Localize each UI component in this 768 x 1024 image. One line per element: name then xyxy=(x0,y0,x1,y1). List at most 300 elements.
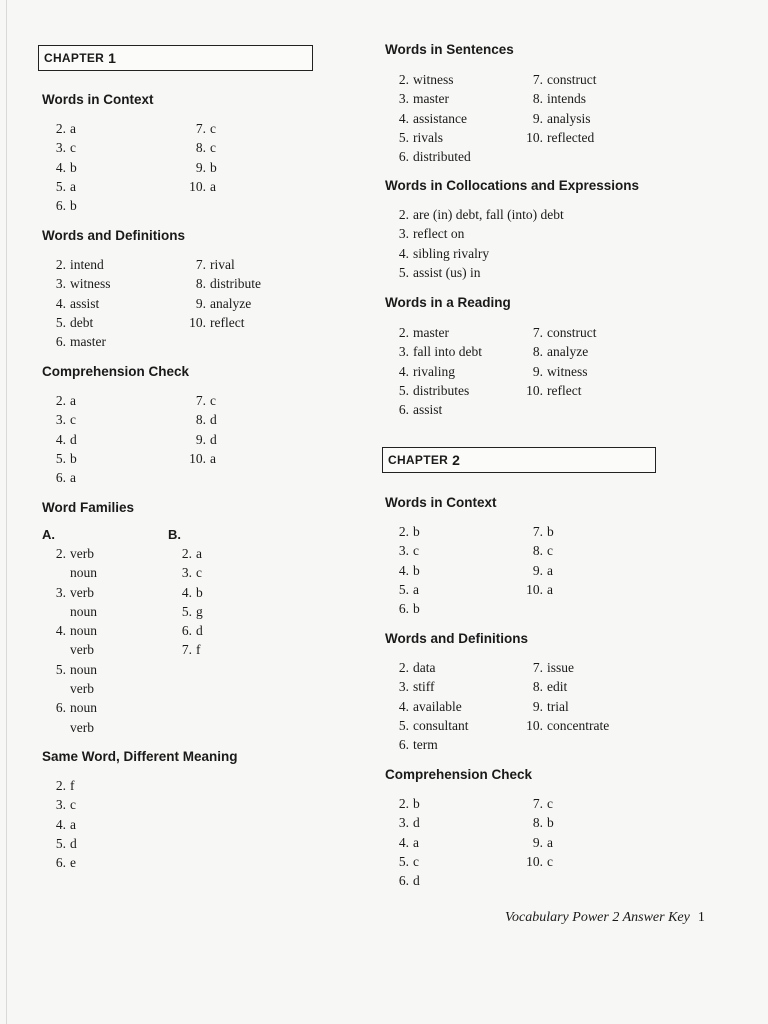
answer-item xyxy=(519,128,597,147)
item-answer: reflect xyxy=(547,382,582,398)
item-answer: a xyxy=(70,178,76,194)
item-number: 3. xyxy=(181,565,192,581)
answer-list xyxy=(42,119,77,215)
item-number: 10. xyxy=(526,129,543,145)
item-answer: distribute xyxy=(210,276,261,292)
item-number: 10. xyxy=(189,178,206,194)
answer-item xyxy=(519,794,554,813)
item-answer: noun xyxy=(70,623,97,639)
page-footer xyxy=(505,910,705,926)
item-number: 3. xyxy=(398,543,409,559)
answer-item xyxy=(385,599,420,618)
answer-item xyxy=(42,834,77,853)
item-answer: b xyxy=(196,584,203,600)
item-number: 2. xyxy=(398,660,409,675)
item-answer: assist xyxy=(413,402,443,418)
item-number: 3. xyxy=(55,797,66,813)
answer-item xyxy=(385,381,482,400)
item-number: 6. xyxy=(398,601,409,617)
item-answer: analysis xyxy=(547,110,591,126)
answer-item xyxy=(168,544,203,563)
item-answer: analyze xyxy=(547,344,589,360)
item-number: 2. xyxy=(55,393,66,408)
item-answer: a xyxy=(70,816,76,832)
item-number: 4. xyxy=(398,698,409,714)
item-number: 9. xyxy=(195,295,206,311)
item-number: 10. xyxy=(526,853,543,869)
section-heading: Word Families xyxy=(42,500,135,515)
item-answer: c xyxy=(413,543,419,559)
answer-item xyxy=(42,544,97,563)
answer-item xyxy=(385,716,469,735)
item-answer: data xyxy=(413,660,436,675)
item-answer: c xyxy=(547,543,553,559)
answer-item xyxy=(42,602,97,621)
answer-item xyxy=(385,400,482,419)
section-heading: Words in a Reading xyxy=(385,295,511,310)
item-answer: c xyxy=(70,140,76,156)
answer-item xyxy=(385,70,471,89)
answer-item xyxy=(385,89,471,108)
item-number: 4. xyxy=(55,816,66,832)
answer-item xyxy=(385,580,420,599)
answer-item xyxy=(42,583,97,602)
item-number: 7. xyxy=(532,72,543,87)
item-number: 5. xyxy=(398,129,409,145)
item-answer: d xyxy=(210,412,217,428)
answer-item xyxy=(168,583,203,602)
answer-item xyxy=(385,871,420,890)
answer-item xyxy=(385,813,420,832)
answer-list xyxy=(385,205,564,282)
chapter-label: CHAPTER xyxy=(44,51,105,65)
item-number: 6. xyxy=(55,470,66,486)
item-answer: rivaling xyxy=(413,363,455,379)
answer-item xyxy=(385,852,420,871)
answer-list xyxy=(182,255,261,332)
item-number: 6. xyxy=(398,873,409,889)
item-answer: stiff xyxy=(413,679,435,695)
item-number: 10. xyxy=(526,581,543,597)
answer-item xyxy=(519,70,597,89)
item-number: 4. xyxy=(55,159,66,175)
item-number: 8. xyxy=(532,679,543,695)
item-answer: c xyxy=(547,796,553,811)
answer-item xyxy=(182,177,217,196)
answer-item xyxy=(519,362,597,381)
item-number: 7. xyxy=(195,393,206,408)
item-number: 6. xyxy=(55,198,66,214)
item-number: 4. xyxy=(398,834,409,850)
answer-item xyxy=(182,294,261,313)
answer-item xyxy=(385,697,469,716)
item-answer: construct xyxy=(547,325,597,340)
item-number: 10. xyxy=(189,314,206,330)
answer-list xyxy=(42,255,111,351)
item-number: 5. xyxy=(398,853,409,869)
item-answer: master xyxy=(413,325,449,340)
answer-item xyxy=(42,815,77,834)
item-number: 5. xyxy=(181,603,192,619)
item-number: 2. xyxy=(398,524,409,539)
item-answer: term xyxy=(413,737,438,753)
answer-list xyxy=(385,323,482,419)
answer-item xyxy=(519,677,609,696)
answer-list xyxy=(519,658,609,735)
item-number: 3. xyxy=(55,412,66,428)
item-number: 8. xyxy=(195,412,206,428)
item-number: 6. xyxy=(398,737,409,753)
answer-item xyxy=(182,391,217,410)
page-number: 1 xyxy=(697,910,705,925)
section-heading: Words and Definitions xyxy=(42,228,186,243)
item-answer: e xyxy=(70,855,76,871)
item-answer: verb xyxy=(70,719,94,735)
item-number: 5. xyxy=(398,264,409,280)
item-number: 3. xyxy=(55,140,66,156)
item-number: 9. xyxy=(532,834,543,850)
answer-item xyxy=(385,205,564,224)
section-heading: Words in Context xyxy=(42,92,154,107)
item-answer: b xyxy=(413,562,420,578)
item-number: 9. xyxy=(532,698,543,714)
section-heading: Comprehension Check xyxy=(42,364,190,379)
answer-item xyxy=(385,833,420,852)
item-answer: a xyxy=(413,834,419,850)
chapter-number: 1 xyxy=(108,50,116,66)
item-number: 8. xyxy=(532,344,543,360)
item-number: 8. xyxy=(532,543,543,559)
answer-item xyxy=(42,294,111,313)
item-answer: b xyxy=(413,601,420,617)
item-answer: a xyxy=(70,470,76,486)
item-answer: b xyxy=(413,796,420,811)
item-number: 7. xyxy=(181,642,192,658)
answer-item xyxy=(519,541,554,560)
answer-item xyxy=(42,449,77,468)
item-answer: a xyxy=(547,581,553,597)
item-answer: verb xyxy=(70,681,94,697)
item-number: 3. xyxy=(55,584,66,600)
item-answer: edit xyxy=(547,679,568,695)
chapter-number: 2 xyxy=(452,452,460,468)
answer-item xyxy=(42,660,97,679)
item-answer: sibling rivalry xyxy=(413,245,490,261)
item-number: 7. xyxy=(195,257,206,272)
item-number: 5. xyxy=(55,314,66,330)
answer-item xyxy=(519,716,609,735)
answer-item xyxy=(42,391,77,410)
answer-item xyxy=(42,255,111,274)
subsection-label: B. xyxy=(168,527,181,542)
chapter-label: CHAPTER xyxy=(388,453,449,467)
answer-list xyxy=(519,794,554,871)
item-number: 2. xyxy=(181,546,192,561)
item-answer: verb xyxy=(70,584,94,600)
answer-list xyxy=(42,776,77,872)
item-answer: available xyxy=(413,698,462,714)
item-answer: intends xyxy=(547,91,586,107)
answer-item xyxy=(519,342,597,361)
answer-item xyxy=(519,813,554,832)
item-answer: noun xyxy=(70,565,97,581)
answer-item xyxy=(182,274,261,293)
answer-item xyxy=(182,449,217,468)
item-number: 2. xyxy=(55,121,66,136)
answer-item xyxy=(519,658,609,677)
item-answer: c xyxy=(210,393,216,408)
answer-item xyxy=(182,158,217,177)
item-answer: d xyxy=(413,873,420,889)
answer-item xyxy=(42,621,97,640)
item-answer: are (in) debt, fall (into) debt xyxy=(413,207,564,222)
answer-list xyxy=(42,391,77,487)
item-answer: b xyxy=(70,450,77,466)
item-number: 4. xyxy=(398,110,409,126)
item-number: 4. xyxy=(398,245,409,261)
section-heading: Words and Definitions xyxy=(385,631,529,646)
answer-item xyxy=(42,138,77,157)
scan-edge xyxy=(6,0,7,1024)
item-number: 2. xyxy=(55,778,66,793)
item-answer: a xyxy=(210,450,216,466)
item-answer: assist xyxy=(70,295,100,311)
answer-item xyxy=(42,468,77,487)
answer-item xyxy=(385,362,482,381)
answer-list xyxy=(385,658,469,754)
answer-item xyxy=(42,679,97,698)
item-answer: f xyxy=(196,642,201,658)
item-answer: a xyxy=(196,546,202,561)
answer-list xyxy=(519,323,597,400)
subsection-label: A. xyxy=(42,527,55,542)
answer-item xyxy=(182,255,261,274)
item-answer: d xyxy=(70,431,77,447)
item-answer: a xyxy=(413,581,419,597)
item-number: 5. xyxy=(55,661,66,677)
answer-item xyxy=(519,697,609,716)
answer-item xyxy=(519,109,597,128)
answer-list xyxy=(182,119,217,196)
item-answer: intend xyxy=(70,257,104,272)
item-answer: a xyxy=(547,562,553,578)
answer-item xyxy=(519,522,554,541)
item-answer: reflect xyxy=(210,314,245,330)
answer-item xyxy=(42,119,77,138)
answer-item xyxy=(42,332,111,351)
answer-list xyxy=(385,70,471,166)
item-number: 4. xyxy=(181,584,192,600)
answer-item xyxy=(168,563,203,582)
answer-item xyxy=(168,640,203,659)
item-answer: issue xyxy=(547,660,574,675)
item-number: 5. xyxy=(55,450,66,466)
item-answer: c xyxy=(210,121,216,136)
item-number: 6. xyxy=(55,334,66,350)
item-number: 5. xyxy=(398,717,409,733)
answer-item xyxy=(182,138,217,157)
item-number: 10. xyxy=(189,450,206,466)
answer-item xyxy=(385,677,469,696)
item-answer: d xyxy=(413,815,420,831)
item-answer: b xyxy=(210,159,217,175)
item-answer: reflected xyxy=(547,129,595,145)
answer-item xyxy=(42,196,77,215)
item-answer: witness xyxy=(413,72,454,87)
item-answer: noun xyxy=(70,700,97,716)
item-number: 8. xyxy=(532,815,543,831)
item-number: 4. xyxy=(55,431,66,447)
answer-item xyxy=(385,522,420,541)
item-answer: d xyxy=(196,623,203,639)
item-answer: b xyxy=(547,524,554,539)
chapter-2-box xyxy=(382,447,656,473)
item-number: 4. xyxy=(55,295,66,311)
item-number: 7. xyxy=(532,660,543,675)
item-answer: c xyxy=(547,853,553,869)
answer-item xyxy=(385,658,469,677)
item-answer: f xyxy=(70,778,75,793)
item-number: 8. xyxy=(195,276,206,292)
item-number: 6. xyxy=(55,855,66,871)
answer-item xyxy=(42,177,77,196)
item-answer: c xyxy=(70,797,76,813)
answer-item xyxy=(519,580,554,599)
item-answer: consultant xyxy=(413,717,469,733)
item-answer: a xyxy=(547,834,553,850)
answer-item xyxy=(519,381,597,400)
answer-item xyxy=(519,833,554,852)
answer-list xyxy=(182,391,217,468)
answer-item xyxy=(385,147,471,166)
item-answer: d xyxy=(70,835,77,851)
item-number: 6. xyxy=(55,700,66,716)
answer-item xyxy=(42,430,77,449)
answer-item xyxy=(385,128,471,147)
section-heading: Words in Collocations and Expressions xyxy=(385,178,640,193)
item-number: 7. xyxy=(532,524,543,539)
item-answer: assist (us) in xyxy=(413,264,481,280)
item-number: 7. xyxy=(532,796,543,811)
item-number: 10. xyxy=(526,382,543,398)
answer-item xyxy=(42,853,77,872)
item-number: 6. xyxy=(398,402,409,418)
item-number: 2. xyxy=(55,546,66,561)
section-heading: Words in Sentences xyxy=(385,42,514,57)
item-answer: analyze xyxy=(210,295,252,311)
item-number: 2. xyxy=(398,325,409,340)
item-answer: a xyxy=(70,121,76,136)
item-number: 5. xyxy=(398,581,409,597)
answer-list xyxy=(519,70,597,147)
item-answer: witness xyxy=(547,363,588,379)
answer-list xyxy=(42,544,97,737)
item-number: 6. xyxy=(398,149,409,165)
item-number: 9. xyxy=(532,110,543,126)
item-number: 3. xyxy=(398,679,409,695)
item-answer: master xyxy=(413,91,449,107)
answer-item xyxy=(385,794,420,813)
answer-item xyxy=(385,224,564,243)
footer-title: Vocabulary Power 2 Answer Key xyxy=(505,910,690,925)
answer-item xyxy=(385,541,420,560)
answer-item xyxy=(42,410,77,429)
answer-item xyxy=(42,158,77,177)
answer-item xyxy=(385,735,469,754)
item-answer: debt xyxy=(70,314,94,330)
item-number: 9. xyxy=(195,159,206,175)
item-answer: rivals xyxy=(413,129,443,145)
item-answer: master xyxy=(70,334,106,350)
item-answer: b xyxy=(70,159,77,175)
item-number: 3. xyxy=(398,815,409,831)
answer-item xyxy=(385,109,471,128)
answer-item xyxy=(42,563,97,582)
item-answer: verb xyxy=(70,546,94,561)
answer-item xyxy=(385,323,482,342)
item-answer: d xyxy=(210,431,217,447)
item-answer: b xyxy=(547,815,554,831)
answer-item xyxy=(385,263,564,282)
item-number: 5. xyxy=(55,178,66,194)
item-number: 7. xyxy=(195,121,206,136)
answer-item xyxy=(519,561,554,580)
item-number: 5. xyxy=(398,382,409,398)
answer-list xyxy=(385,522,420,618)
item-number: 9. xyxy=(532,562,543,578)
item-number: 9. xyxy=(532,363,543,379)
item-number: 3. xyxy=(398,226,409,242)
item-number: 8. xyxy=(195,140,206,156)
item-number: 9. xyxy=(195,431,206,447)
item-answer: b xyxy=(413,524,420,539)
item-number: 8. xyxy=(532,91,543,107)
item-number: 2. xyxy=(398,207,409,222)
item-answer: c xyxy=(413,853,419,869)
answer-item xyxy=(182,410,217,429)
item-number: 3. xyxy=(398,91,409,107)
item-answer: construct xyxy=(547,72,597,87)
item-number: 3. xyxy=(55,276,66,292)
item-answer: distributes xyxy=(413,382,470,398)
item-answer: c xyxy=(210,140,216,156)
answer-item xyxy=(385,342,482,361)
section-heading: Same Word, Different Meaning xyxy=(42,749,238,764)
item-answer: noun xyxy=(70,603,97,619)
section-heading: Words in Context xyxy=(385,495,497,510)
item-answer: a xyxy=(70,393,76,408)
item-answer: rival xyxy=(210,257,235,272)
answer-item xyxy=(182,313,261,332)
answer-item xyxy=(42,274,111,293)
section-heading: Comprehension Check xyxy=(385,767,533,782)
item-answer: b xyxy=(70,198,77,214)
item-number: 7. xyxy=(532,325,543,340)
item-answer: verb xyxy=(70,642,94,658)
item-number: 4. xyxy=(398,562,409,578)
answer-item xyxy=(182,430,217,449)
item-answer: a xyxy=(210,178,216,194)
answer-item xyxy=(182,119,217,138)
item-number: 10. xyxy=(526,717,543,733)
item-answer: assistance xyxy=(413,110,467,126)
chapter-1-box xyxy=(38,45,313,71)
answer-item xyxy=(42,698,97,717)
answer-item xyxy=(42,795,77,814)
item-number: 2. xyxy=(398,796,409,811)
item-number: 2. xyxy=(398,72,409,87)
item-answer: concentrate xyxy=(547,717,610,733)
